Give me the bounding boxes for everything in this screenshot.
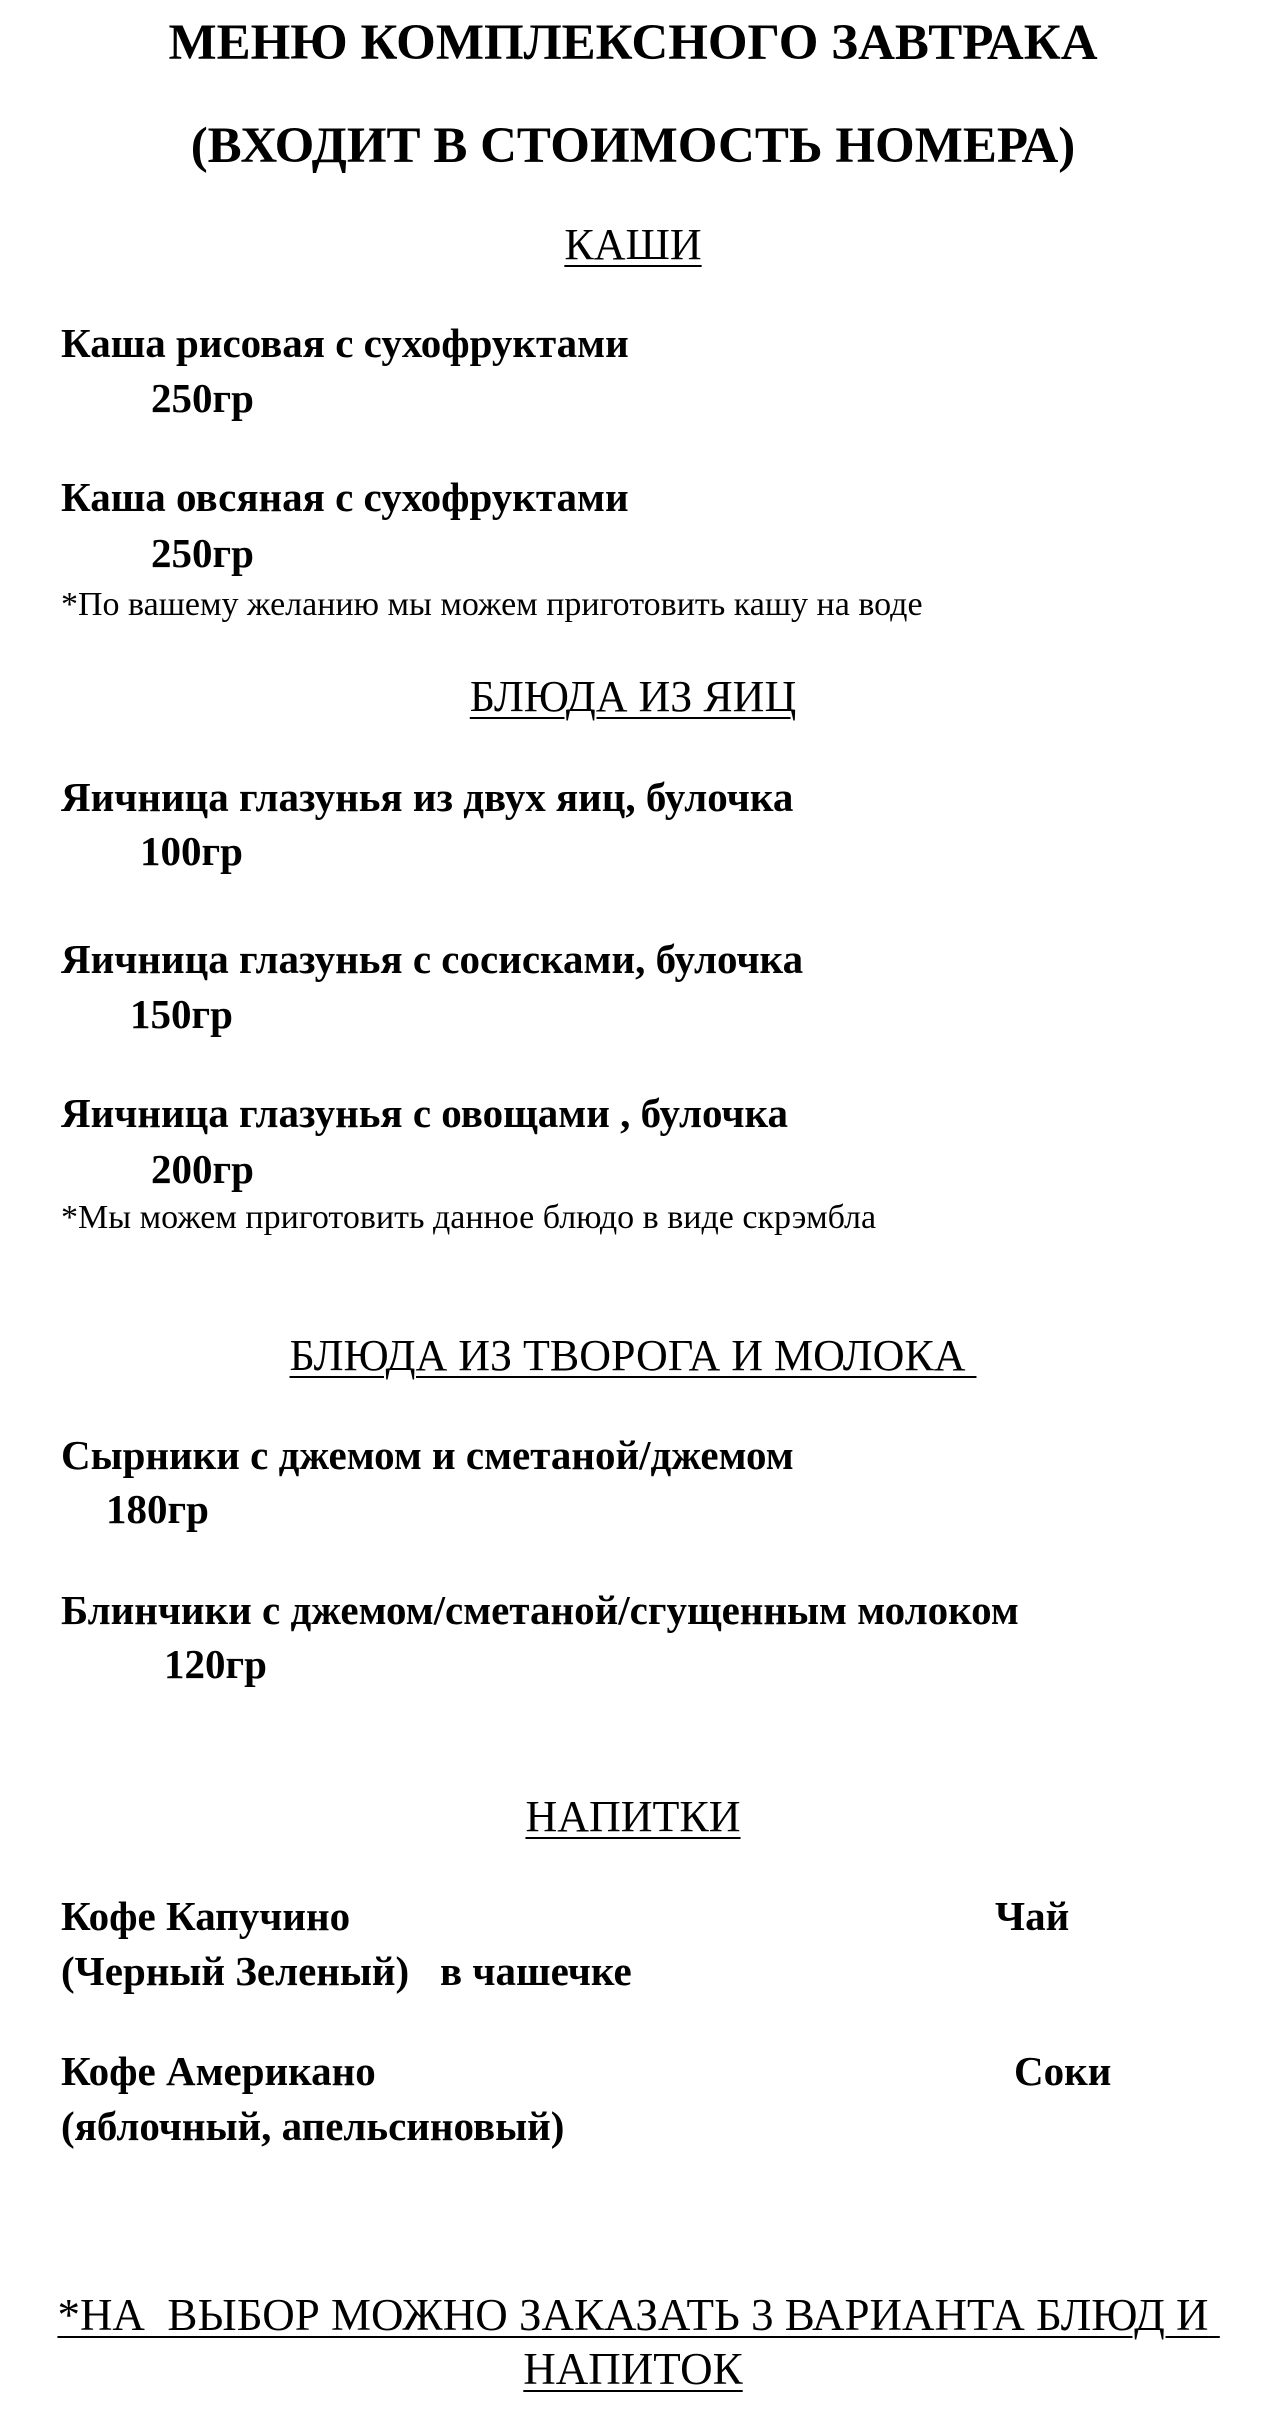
section-heading-drinks: НАПИТКИ (525, 1792, 741, 1841)
drink-name: Соки (1014, 2048, 1112, 2094)
drink-name: Кофе Американо (61, 2048, 376, 2094)
dish-weight: 250гр (151, 530, 254, 576)
dish-name: Каша рисовая с сухофруктами (61, 320, 629, 366)
heading-trailing-space (965, 1331, 976, 1380)
drink-detail: (яблочный, апельсиновый) (61, 2103, 565, 2149)
dish-name: Яичница глазунья с овощами , булочка (61, 1090, 789, 1136)
drink-detail: (Черный Зеленый) в чашечке (61, 1948, 632, 1994)
menu-title: МЕНЮ КОМПЛЕКСНОГО ЗАВТРАКА (168, 15, 1098, 71)
dish-name: Каша овсяная с сухофруктами (61, 474, 629, 520)
section-heading-eggs: БЛЮДА ИЗ ЯИЦ (469, 672, 797, 721)
section-heading-dairy-text: БЛЮДА ИЗ ТВОРОГА И МОЛОКА (289, 1331, 966, 1380)
dish-weight: 120гр (164, 1641, 267, 1687)
dish-name: Яичница глазунья из двух яиц, булочка (61, 774, 794, 820)
dish-name: Сырники с джемом и сметаной/джемом (61, 1432, 794, 1478)
dish-weight: 250гр (151, 375, 254, 421)
menu-subtitle: (ВХОДИТ В СТОИМОСТЬ НОМЕРА) (190, 118, 1076, 174)
eggs-note: *Мы можем приготовить данное блюдо в виде скрэмбла (61, 1199, 877, 1236)
drink-name: Чай (995, 1893, 1070, 1939)
section-heading-dairy (0, 1330, 1266, 1382)
drink-name: Кофе Капучино (61, 1893, 351, 1939)
footer-note: *НА ВЫБОР МОЖНО ЗАКАЗАТЬ 3 ВАРИАНТА БЛЮД И НАПИТОК (57, 2290, 1220, 2394)
dish-weight: 150гр (130, 991, 233, 1037)
dish-name: Блинчики с джемом/сметаной/сгущенным молоком (61, 1587, 1019, 1633)
dish-name: Яичница глазунья с сосисками, булочка (61, 936, 804, 982)
dish-weight: 100гр (140, 828, 243, 874)
dish-weight: 180гр (106, 1486, 209, 1532)
section-heading-porridge: КАШИ (564, 220, 702, 269)
dish-weight: 200гр (151, 1146, 254, 1192)
porridge-note: *По вашему желанию мы можем приготовить кашу на воде (61, 586, 923, 623)
